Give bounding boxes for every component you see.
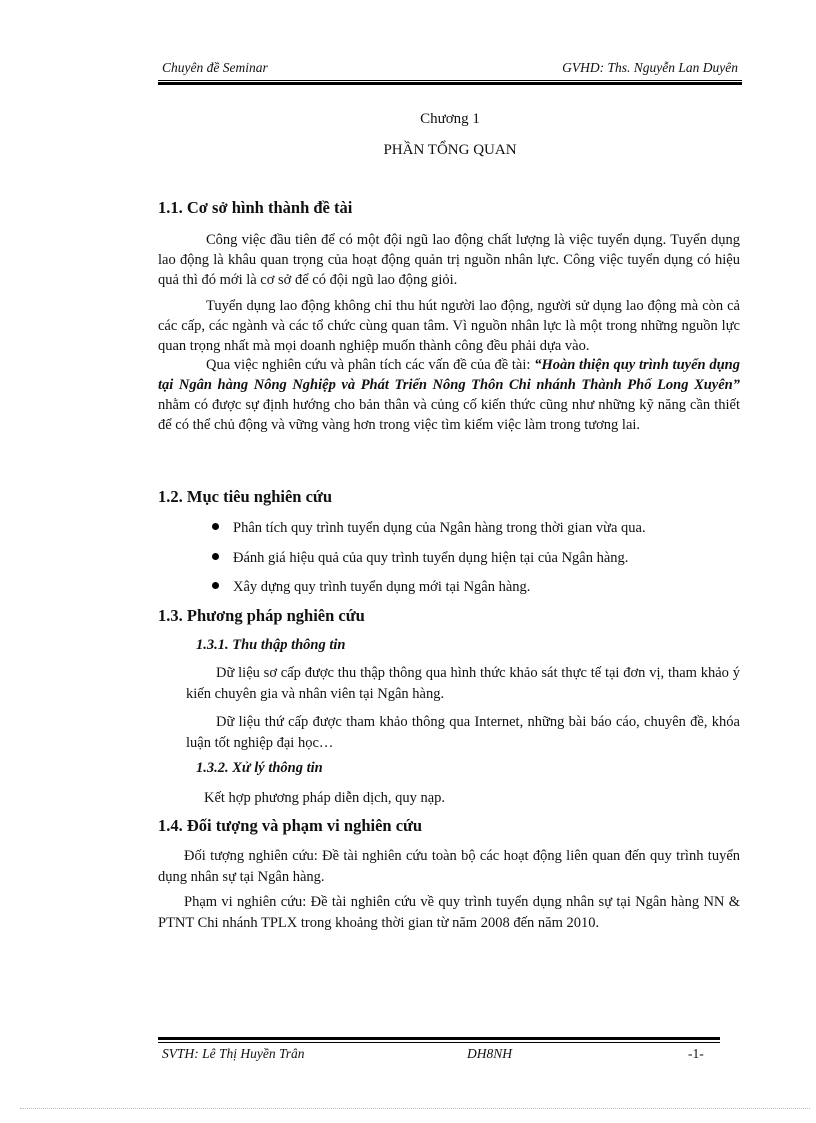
subsection-heading-1-3-2: 1.3.2. Xử lý thông tin: [196, 760, 323, 776]
footer-rule-thick: [158, 1037, 720, 1040]
section-heading-1-3: 1.3. Phương pháp nghiên cứu: [158, 606, 365, 625]
page-edge-divider: [20, 1108, 810, 1109]
bullet-icon: [212, 582, 219, 589]
list-item: [212, 579, 530, 596]
chapter-title: PHẦN TỔNG QUAN: [383, 142, 517, 158]
footer-center: DH8NH: [467, 1046, 513, 1061]
paragraph: Dữ liệu sơ cấp được thu thập thông qua hình thức khảo sát thực tế tại đơn vị, tham khảo ý kiến chuyên gia và nhân viên tại Ngân hàng.: [186, 665, 740, 702]
chapter-number: Chương 1: [420, 111, 480, 127]
footer-rule: [158, 1042, 720, 1043]
paragraph: Tuyển dụng lao động không chỉ thu hút người lao động, người sử dụng lao động mà còn cả các cấp, các ngành và các tổ chức cùng quan tâm. Vì nguồn nhân lực là một trong những nguồn lực quan trọng nhất mà mọi doanh nghiệp muốn thành công đều phải dựa vào.: [158, 298, 740, 354]
header-rule-thick: [158, 82, 742, 85]
thesis-title: “Hoàn thiện quy trình tuyển dụng tại Ngân hàng Nông Nghiệp và Phát Triển Nông Thôn Chi nhánh Thành Phố Long Xuyên”: [158, 357, 740, 393]
paragraph: Công việc đầu tiên để có một đội ngũ lao động chất lượng là việc tuyển dụng. Tuyển dụng lao động là khâu quan trọng của hoạt động quản trị nguồn nhân lực. Công việc tuyển dụng có hiệu quả thì đó mới là cơ sở để có đội ngũ lao động giỏi.: [158, 232, 740, 288]
list-item-text: Đánh giá hiệu quả của quy trình tuyển dụng hiện tại của Ngân hàng.: [233, 550, 629, 566]
page-number: -1-: [688, 1046, 704, 1061]
section-heading-1-4: 1.4. Đối tượng và phạm vi nghiên cứu: [158, 816, 423, 835]
paragraph: Đối tượng nghiên cứu: Đề tài nghiên cứu toàn bộ các hoạt động liên quan đến quy trình tuyển dụng nhân sự tại Ngân hàng.: [158, 848, 740, 885]
header-rule: [158, 80, 742, 81]
page-header: [160, 60, 738, 80]
section-heading-1-2: 1.2. Mục tiêu nghiên cứu: [158, 487, 332, 506]
list-item: [212, 520, 646, 537]
paragraph-text: nhằm có được sự định hướng cho bản thân và củng cố kiến thức cũng như những kỹ năng cần thiết để có thể chủ động và vững vàng hơn trong việc tìm kiếm việc làm trong tương lai.: [158, 397, 740, 433]
section-heading-1-1: 1.1. Cơ sở hình thành đề tài: [158, 198, 353, 217]
paragraph: Dữ liệu thứ cấp được tham khảo thông qua Internet, những bài báo cáo, chuyên đề, khóa luận tốt nghiệp đại học…: [186, 714, 740, 751]
header-left: Chuyên đề Seminar: [162, 60, 268, 75]
list-item-text: Xây dựng quy trình tuyển dụng mới tại Ngân hàng.: [233, 579, 531, 595]
paragraph: Kết hợp phương pháp diễn dịch, quy nạp.: [204, 790, 446, 806]
paragraph-text: Qua việc nghiên cứu và phân tích các vấn đề của đề tài:: [206, 357, 535, 373]
paragraph: Phạm vi nghiên cứu: Đề tài nghiên cứu về quy trình tuyển dụng nhân sự tại Ngân hàng NN & PTNT Chi nhánh TPLX trong khoảng thời gian từ năm 2008 đến năm 2010.: [158, 894, 740, 931]
bullet-icon: [212, 523, 219, 530]
footer-left: SVTH: Lê Thị Huyền Trân: [162, 1046, 305, 1061]
paragraph: [158, 355, 740, 435]
list-item-text: Phân tích quy trình tuyển dụng của Ngân hàng trong thời gian vừa qua.: [233, 520, 646, 536]
subsection-heading-1-3-1: 1.3.1. Thu thập thông tin: [196, 637, 346, 653]
list-item: [212, 550, 628, 567]
bullet-icon: [212, 553, 219, 560]
header-right: GVHD: Ths. Nguyễn Lan Duyên: [562, 60, 738, 75]
